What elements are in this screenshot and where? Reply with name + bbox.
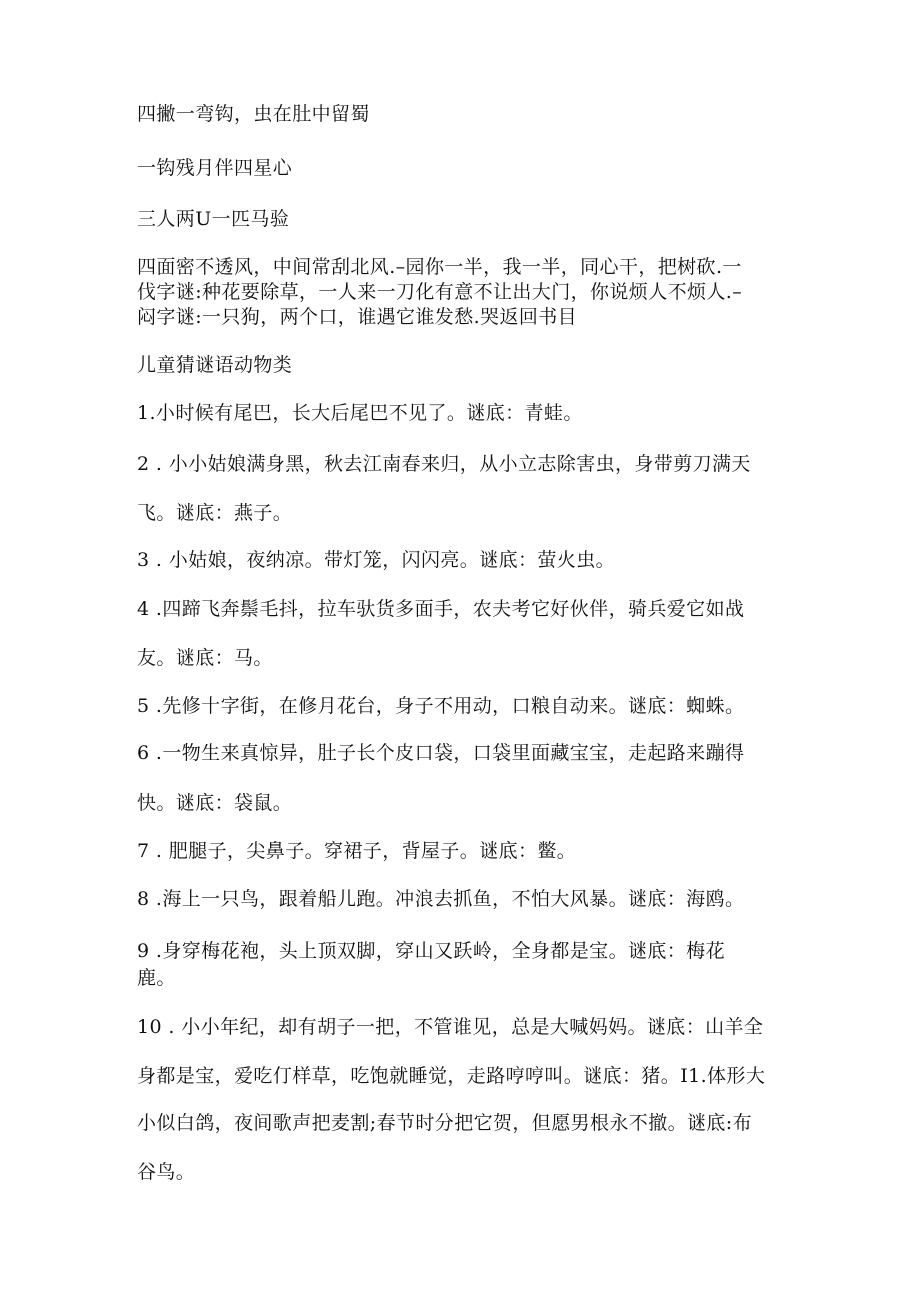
- riddle-item-continuation: 鹿。: [137, 967, 176, 989]
- riddle-item-continuation: 友。谜底：马。: [137, 647, 273, 669]
- riddle-line: 四面密不透风，中间常刮北风.–园你一半，我一半，同心干，把树砍.一: [137, 256, 742, 278]
- riddle-item: 1.小时候有尾巴，长大后尾巴不见了。谜底：青蛙。: [137, 402, 583, 424]
- riddle-line: 四撇一弯钩，虫在肚中留蜀: [137, 103, 370, 125]
- riddle-item: 2 . 小小姑娘满身黑，秋去江南春来归，从小立志除害虫，身带剪刀满天: [137, 453, 751, 475]
- riddle-item: 5 .先修十字街，在修月花台，身子不用动，口粮自动来。谜底：蜘蛛。: [137, 695, 745, 717]
- riddle-item: 9 .身穿梅花袍，头上顶双脚，穿山又跃岭，全身都是宝。谜底：梅花: [137, 940, 725, 962]
- riddle-item: 10 . 小小年纪，却有胡子一把，不管谁见，总是大喊妈妈。谜底：山羊全: [137, 1016, 764, 1038]
- riddle-line: 伐字谜:种花要除草，一人来一刀化有意不让出大门，你说烦人不烦人.–: [137, 281, 743, 303]
- riddle-item: 3 . 小姑娘，夜纳凉。带灯笼，闪闪亮。谜底：萤火虫。: [137, 549, 616, 571]
- riddle-item-continuation: 身都是宝，爱吃仃样草，吃饱就睡觉，走路哼哼叫。谜底：猪。I1.体形大: [137, 1065, 766, 1087]
- riddle-item: 8 .海上一只鸟，跟着船儿跑。冲浪去抓鱼，不怕大风暴。谜底：海鸥。: [137, 888, 745, 910]
- riddle-item-continuation: 飞。谜底：燕子。: [137, 502, 293, 524]
- riddle-item: 4 .四蹄飞奔鬃毛抖，拉车驮货多面手，农夫考它好伙伴，骑兵爱它如战: [137, 598, 745, 620]
- riddle-item: 7 . 肥腿子，尖鼻子。穿裙子，背屋子。谜底：鳖。: [137, 840, 577, 862]
- riddle-item: 6 .一物生来真惊异，肚子长个皮口袋，口袋里面藏宝宝，走起路来蹦得: [137, 742, 745, 764]
- riddle-item-continuation: 谷鸟。: [137, 1161, 196, 1183]
- riddle-item-continuation: 小似白鸽，夜间歌声把麦割;春节时分把它贺，但愿男根永不撤。谜底:布: [137, 1112, 753, 1134]
- section-heading: 儿童猜谜语动物类: [137, 354, 293, 376]
- riddle-item-continuation: 快。谜底：袋鼠。: [137, 792, 293, 814]
- riddle-line: 闷字谜:一只狗，两个口，谁遇它谁发愁.哭返回书目: [137, 306, 578, 328]
- riddle-line: 三人两U一匹马验: [137, 208, 290, 230]
- riddle-line: 一钩残月伴四星心: [137, 157, 293, 179]
